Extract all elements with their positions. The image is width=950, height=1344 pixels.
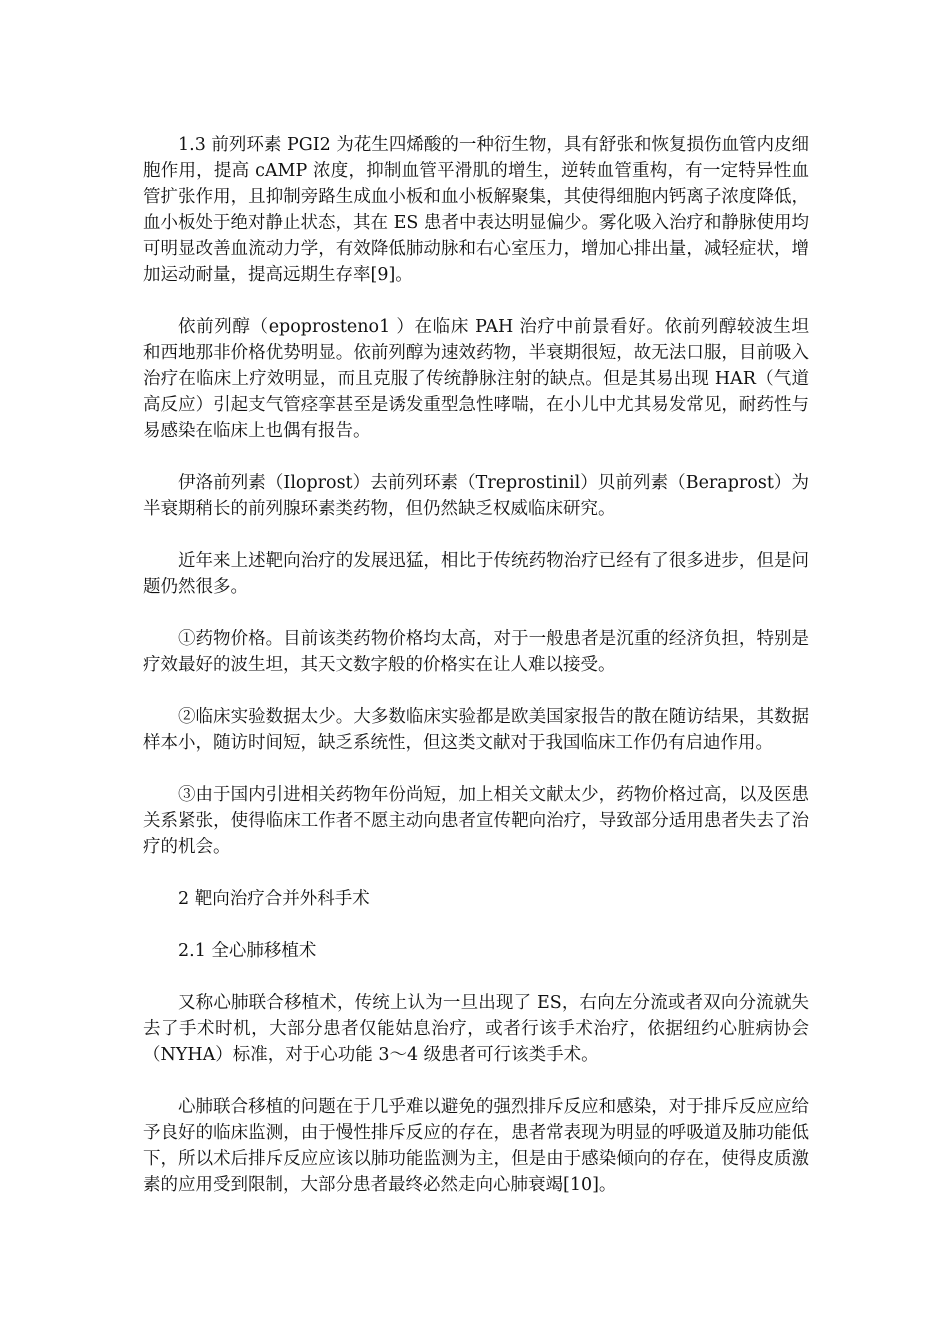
section-heading: 2 靶向治疗合并外科手术: [178, 889, 370, 909]
document-page: [143, 132, 809, 1224]
paragraph-issue-clinical-data: ②临床实验数据太少。大多数临床实验都是欧美国家报告的散在随访结果，其数据样本小，随访时间短，缺乏系统性，但这类文献对于我国临床工作仍有启迪作用。: [143, 707, 809, 753]
subsection-heading: 2.1 全心肺移植术: [178, 941, 317, 961]
paragraph-targeted-therapy-progress: 近年来上述靶向治疗的发展迅猛，相比于传统药物治疗已经有了很多进步，但是问题仍然很多。: [143, 551, 809, 597]
paragraph-heart-lung-transplant: 又称心肺联合移植术，传统上认为一旦出现了 ES，右向左分流或者双向分流就失去了手术时机，大部分患者仅能姑息治疗，或者行该手术治疗，依据纽约心脏病协会（NYHA）标准，对于心功能 3～4 级患者可行该类手术。: [143, 993, 809, 1065]
paragraph-issue-domestic: ③由于国内引进相关药物年份尚短，加上相关文献太少，药物价格过高，以及医患关系紧张，使得临床工作者不愿主动向患者宣传靶向治疗，导致部分适用患者失去了治疗的机会。: [143, 785, 809, 857]
paragraph-issue-price: ①药物价格。目前该类药物价格均太高，对于一般患者是沉重的经济负担，特别是疗效最好的波生坦，其天文数字般的价格实在让人难以接受。: [143, 629, 809, 675]
paragraph-prostacyclin: 1.3 前列环素 PGI2 为花生四烯酸的一种衍生物，具有舒张和恢复损伤血管内皮细胞作用，提高 cAMP 浓度，抑制血管平滑肌的增生，逆转血管重构，有一定特异性血管扩张作用，且抑制旁路生成血小板和血小板解聚集，其使得细胞内钙离子浓度降低，血小板处于绝对静止状态，其在 ES 患者中表达明显偏少。雾化吸入治疗和静脉使用均可明显改善血流动力学，有效降低肺动脉和右心室压力，增加心排出量，减轻症状，增加运动耐量，提高远期生存率[9]。: [143, 135, 809, 285]
paragraph-iloprost: 伊洛前列素（Iloprost）去前列环素（Treprostinil）贝前列素（Beraprost）为半衰期稍长的前列腺环素类药物，但仍然缺乏权威临床研究。: [143, 473, 809, 519]
paragraph-epoprostenol: 依前列醇（epoprosteno1 ）在临床 PAH 治疗中前景看好。依前列醇较波生坦和西地那非价格优势明显。依前列醇为速效药物，半衰期很短，故无法口服，目前吸入治疗在临床上疗效明显，而且克服了传统静脉注射的缺点。但是其易出现 HAR（气道高反应）引起支气管痉挛甚至是诱发重型急性哮喘，在小儿中尤其易发常见，耐药性与易感染在临床上也偶有报告。: [143, 317, 809, 441]
paragraph-transplant-rejection: 心肺联合移植的问题在于几乎难以避免的强烈排斥反应和感染，对于排斥反应应给予良好的临床监测，由于慢性排斥反应的存在，患者常表现为明显的呼吸道及肺功能低下，所以术后排斥反应应该以肺功能监测为主，但是由于感染倾向的存在，使得皮质激素的应用受到限制，大部分患者最终必然走向心肺衰竭[10]。: [143, 1097, 809, 1195]
